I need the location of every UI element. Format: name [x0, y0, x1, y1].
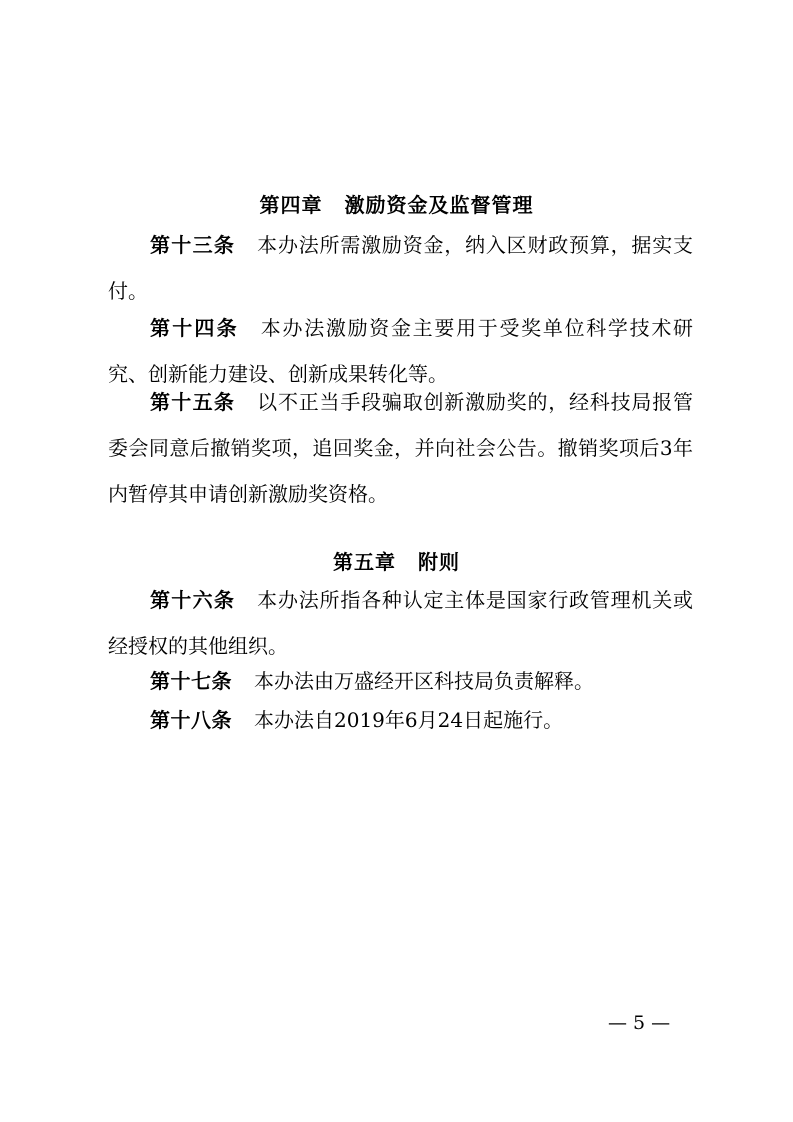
page-number: — 5 —: [608, 1012, 671, 1034]
chapter-four-title: 激励资金及监督管理: [344, 193, 534, 217]
article-14-label: 第十四条: [150, 316, 239, 340]
chapter-five-title: 附则: [418, 550, 460, 574]
chapter-five-number: 第五章: [333, 550, 396, 574]
article-13-label: 第十三条: [150, 233, 236, 257]
article-18: [108, 697, 693, 743]
article-13-text: 本办法所需激励资金，纳入区财政预算，据实支付。: [108, 233, 694, 303]
chapter-four-number: 第四章: [259, 193, 323, 217]
article-17-text: 本办法由万盛经开区科技局负责解释。: [254, 669, 594, 693]
article-18-text: 本办法自2019年6月24日起施行。: [254, 708, 564, 732]
article-15: [108, 379, 693, 517]
article-16-text: 本办法所指各种认定主体是国家行政管理机关或经授权的其他组织。: [108, 588, 694, 658]
article-17-label: 第十七条: [150, 669, 232, 693]
article-14-text: 本办法激励资金主要用于受奖单位科学技术研究、创新能力建设、创新成果转化等。: [108, 316, 694, 386]
article-18-label: 第十八条: [150, 708, 232, 732]
chapter-five-heading: [0, 548, 793, 576]
article-16-label: 第十六条: [150, 588, 236, 612]
article-16: [108, 577, 693, 669]
article-15-text: 以不正当手段骗取创新激励奖的，经科技局报管委会同意后撤销奖项，追回奖金，并向社会公告。撤销奖项后3年内暂停其申请创新激励奖资格。: [108, 390, 694, 506]
article-13: [108, 222, 693, 314]
chapter-four-heading: [0, 191, 793, 219]
article-15-label: 第十五条: [150, 390, 236, 414]
